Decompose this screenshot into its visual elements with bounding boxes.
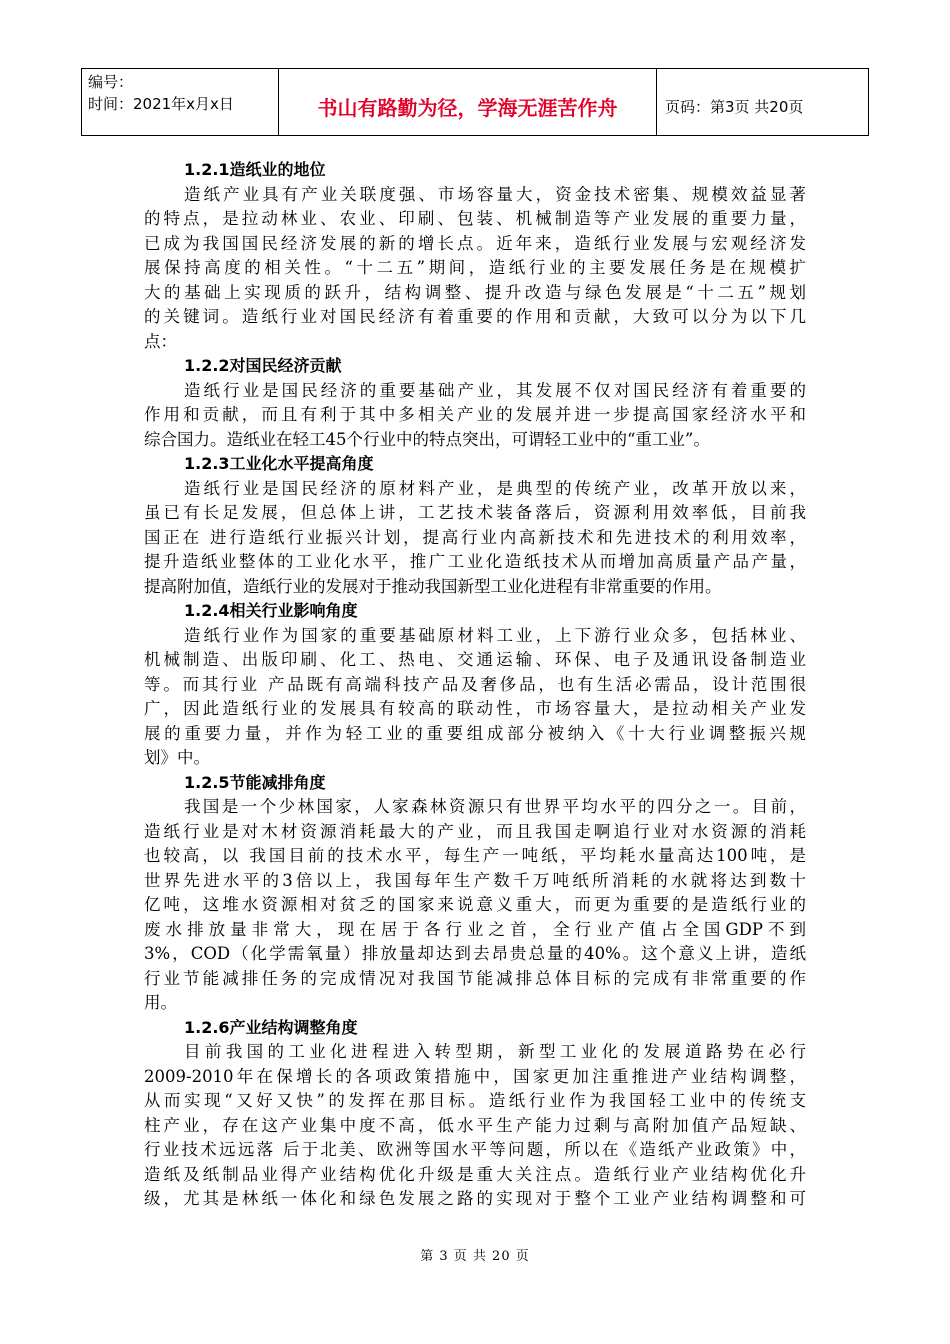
text-line: 国正在 进行造纸行业振兴计划，提高行业内高新技术和先进技术的利用效率， [144,527,806,547]
document-body [144,158,806,1212]
text-line: 世界先进水平的3倍以上，我国每年生产数千万吨纸所消耗的水就将达到数十 [144,870,806,890]
text-line: 作用和贡献，而且有利于其中多相关产业的发展并进一步提高国家经济水平和 [144,405,806,424]
section-heading-1-2-3: 1.2.3工业化水平提高角度 [184,454,374,473]
text-line: 亿吨，这堆水资源相对贫乏的国家来说意义重大，而更为重要的是造纸行业的 [144,895,806,914]
text-line: 的关键词。造纸行业对国民经济有着重要的作用和贡献，大致可以分为以下几 [144,307,806,326]
text-line: 展的重要力量，并作为轻工业的重要组成部分被纳入《十大行业调整振兴规 [144,723,806,743]
text-line: 从而实现“又好又快”的发挥在那目标。造纸行业作为我国轻工业中的传统支 [144,1091,806,1110]
text-line: 造纸及纸制品业得产业结构优化升级是重大关注点。造纸行业产业结构优化升 [144,1164,806,1184]
text-line: 造纸行业是国民经济的重要基础产业，其发展不仅对国民经济有着重要的 [184,380,806,400]
text-line: 也较高，以 我国目前的技术水平，每生产一吨纸，平均耗水量高达100吨，是 [144,846,806,865]
text-line: 柱产业，存在这产业集中度不高，低水平生产能力过剩与高附加值产品短缺、 [144,1115,806,1135]
text-line: 等。而其行业 产品既有高端科技产品及奢侈品，也有生活必需品，设计范围很 [144,674,806,694]
section-heading-1-2-4: 1.2.4相关行业影响角度 [184,601,358,620]
text-line: 机械制造、出版印刷、化工、热电、交通运输、环保、电子及通讯设备制造业 [144,650,806,669]
section-heading-1-2-1: 1.2.1造纸业的地位 [184,160,326,179]
section-heading-1-2-2: 1.2.2对国民经济贡献 [184,356,342,375]
header-page-label: 页码：第3页 共20页 [665,97,804,116]
section-heading-1-2-6: 1.2.6产业结构调整角度 [184,1017,358,1037]
text-line: 造纸行业是国民经济的原材料产业，是典型的传统产业，改革开放以来， [184,478,806,498]
text-line: 大的基础上实现质的跃升，结构调整、提升改造与绿色发展是“十二五”规划 [144,282,806,302]
text-line: 目前我国的工业化进程进入转型期，新型工业化的发展道路势在必行 [184,1042,806,1061]
page-header [81,68,869,136]
text-line: 行业技术远远落 后于北美、欧洲等国水平等问题，所以在《造纸产业政策》中， [144,1140,806,1159]
text-line: 的特点，是拉动林业、农业、印刷、包装、机械制造等产业发展的重要力量， [144,209,806,228]
text-line: 3%，COD（化学需氧量）排放量却达到去昂贵总量的40%。这个意义上讲，造纸 [144,944,806,963]
text-line: 展保持高度的相关性。“十二五”期间，造纸行业的主要发展任务是在规模扩 [144,258,806,277]
section-heading-1-2-5: 1.2.5节能减排角度 [184,772,326,792]
header-time-label: 时间：2021年x月x日 [88,95,234,113]
text-line: 行业节能减排任务的完成情况对我国节能减排总体目标的完成有非常重要的作 [144,968,806,988]
page-footer: 第 3 页 共 20 页 [420,1249,530,1264]
text-line: 级，尤其是林纸一体化和绿色发展之路的实现对于整个工业产业结构调整和可 [144,1189,806,1208]
text-line: 造纸产业具有产业关联度强、市场容量大，资金技术密集、规模效益显著 [184,184,806,204]
text-line: 提高附加值，造纸行业的发展对于推动我国新型工业化进程有非常重要的作用。 [144,576,722,596]
text-line: 虽已有长足发展，但总体上讲，工艺技术装备落后，资源利用效率低，目前我 [144,503,806,522]
text-line: 造纸行业是对木材资源消耗最大的产业，而且我国走啊追行业对水资源的消耗 [144,821,806,841]
text-line: 造纸行业作为国家的重要基础原材料工业，上下游行业众多，包括林业、 [184,625,806,645]
text-line: 划》中。 [144,748,210,767]
text-line: 用。 [144,993,177,1012]
text-line: 点： [144,331,177,351]
text-line: 我国是一个少林国家，人家森林资源只有世界平均水平的四分之一。目前， [184,797,806,816]
text-line: 废水排放量非常大，现在居于各行业之首，全行业产值占全国GDP不到 [144,919,806,939]
header-info-cell [82,69,279,135]
text-line: 广，因此造纸行业的发展具有较高的联动性，市场容量大，是拉动相关产业发 [144,699,806,718]
text-line: 已成为我国国民经济发展的新的增长点。近年来，造纸行业发展与宏观经济发 [144,233,806,253]
text-line: 综合国力。造纸业在轻工45个行业中的特点突出，可谓轻工业中的“重工业”。 [144,429,710,449]
text-line: 提升造纸业整体的工业化水平，推广工业化造纸技术从而增加高质量产品产量， [144,552,806,571]
header-number-label: 编号： [88,73,134,91]
text-line: 2009-2010年在保增长的各项政策措施中，国家更加注重推进产业结构调整， [144,1066,806,1086]
header-motto: 书山有路勤为径，学海无涯苦作舟 [279,69,657,135]
